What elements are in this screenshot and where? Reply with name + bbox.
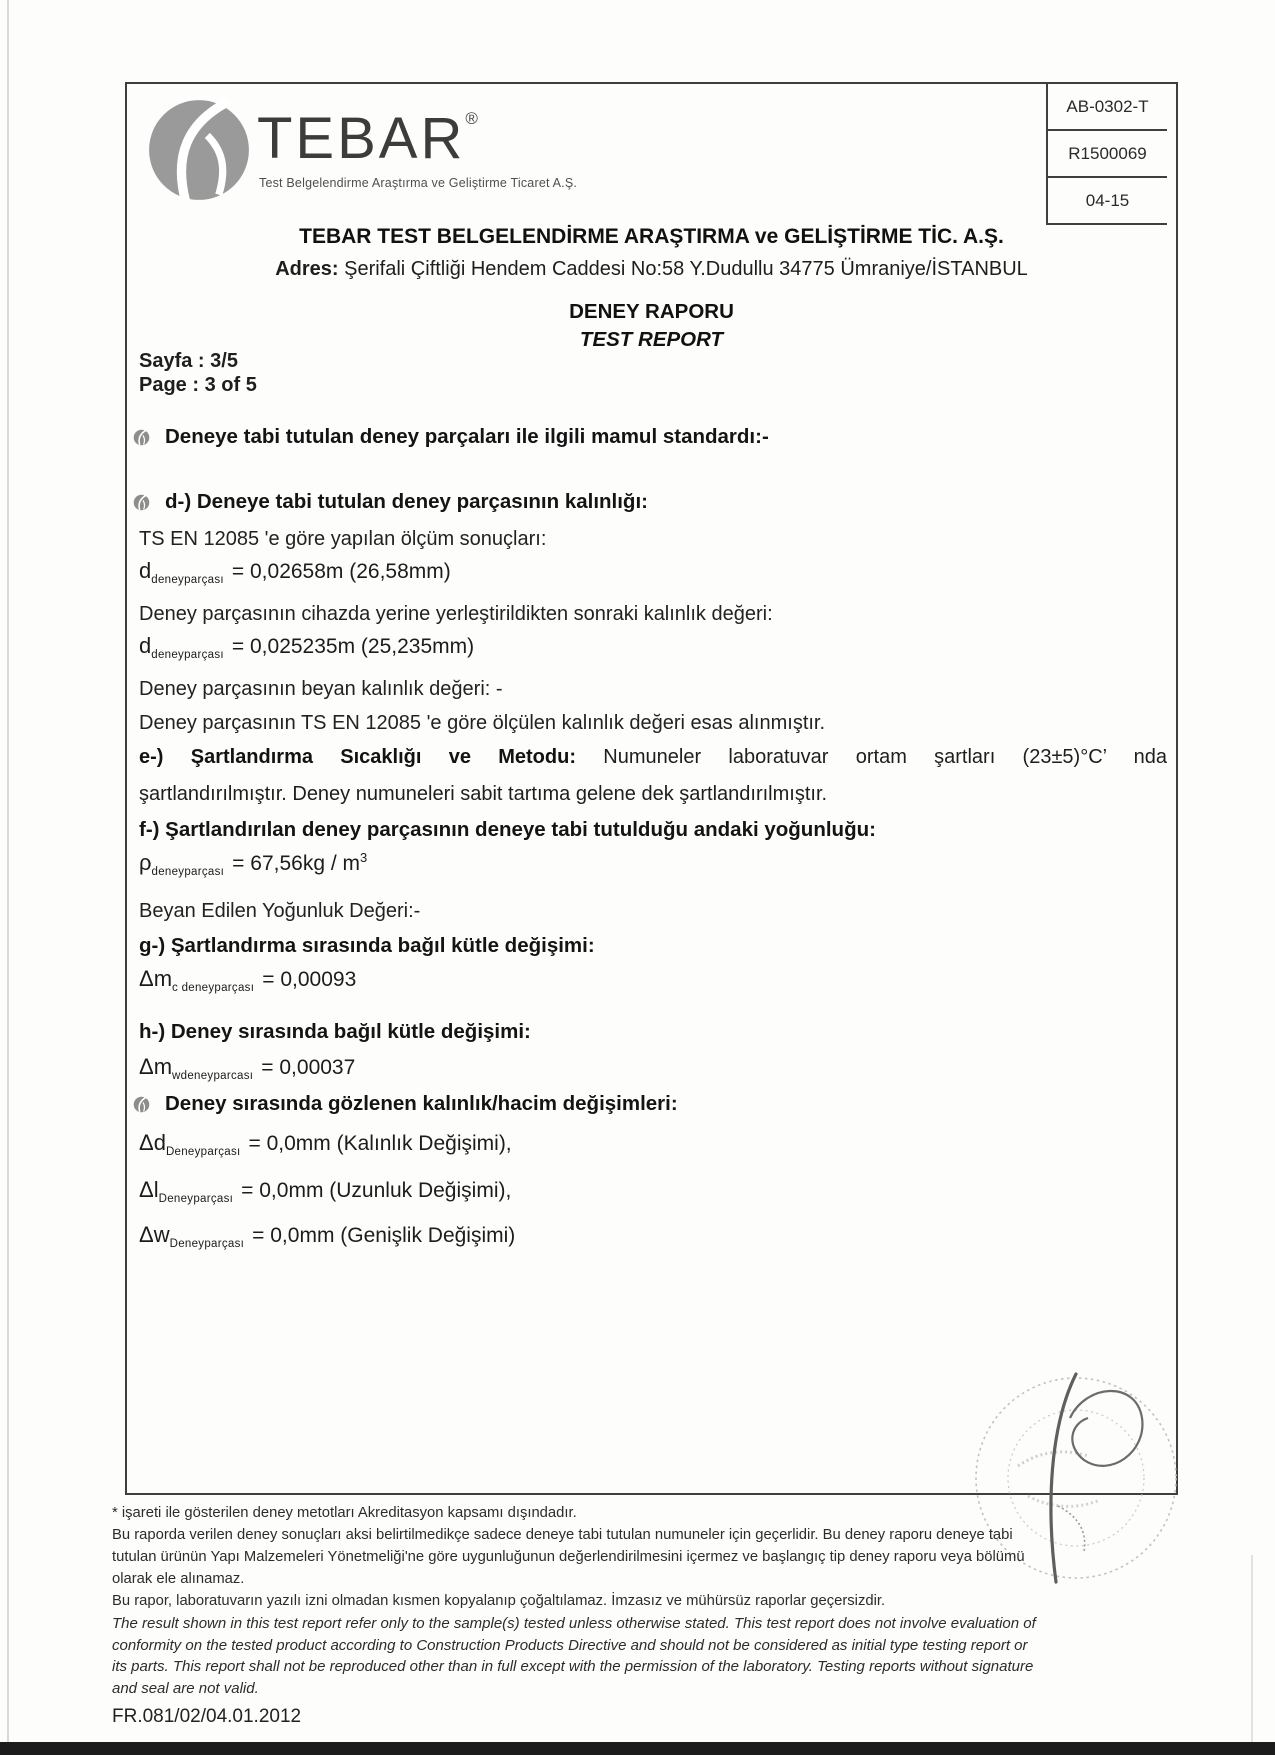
formula-value: = 0,00037 bbox=[261, 1056, 356, 1079]
formula-value: = 0,025235m (25,235mm) bbox=[231, 635, 475, 658]
formula-value: = 0,00093 bbox=[262, 968, 357, 991]
formula-length-change bbox=[139, 1177, 511, 1205]
footnote-en-line: The result shown in this test report refer only to the sample(s) tested unless otherwise stated. This test report does not involve evaluation of bbox=[112, 1615, 1036, 1632]
footnote-accreditation: * işareti ile gösterilen deney metotları Akreditasyon kapsamı dışındadır. bbox=[112, 1505, 577, 1521]
formula-subscript: Deneyparçası bbox=[165, 1146, 241, 1159]
formula-subscript: Deneyparçası bbox=[158, 1193, 234, 1206]
revision-code: 04-15 bbox=[1048, 176, 1167, 225]
formula-mass-change-conditioning bbox=[139, 966, 356, 994]
report-border-box bbox=[125, 82, 1178, 1495]
bullet-item-dimension-changes bbox=[133, 1092, 678, 1116]
address-line bbox=[127, 258, 1176, 281]
footnote-en-line: and seal are not valid. bbox=[112, 1679, 259, 1697]
registered-trademark-symbol: ® bbox=[465, 109, 478, 128]
formula-symbol: Δm bbox=[139, 966, 173, 991]
scan-edge-artifact-bottom bbox=[0, 1742, 1275, 1755]
logo-wordmark-text: TEBAR bbox=[257, 106, 466, 171]
section-d-heading-row bbox=[133, 490, 648, 514]
formula-symbol: d bbox=[139, 633, 152, 658]
address-label: Adres: bbox=[275, 258, 339, 280]
section-h-heading: h-) Deney sırasında bağıl kütle değişimi: bbox=[139, 1020, 531, 1043]
formula-thickness-change bbox=[139, 1130, 512, 1158]
formula-symbol: d bbox=[139, 558, 152, 583]
formula-thickness-measured bbox=[139, 558, 451, 586]
formula-density bbox=[139, 850, 367, 878]
formula-subscript: wdeneyparcası bbox=[172, 1070, 254, 1083]
d-measurement-note: TS EN 12085 'e göre yapılan ölçüm sonuçları: bbox=[139, 528, 547, 550]
formula-superscript: 3 bbox=[360, 850, 368, 865]
report-title-tr: DENEY RAPORU bbox=[569, 300, 734, 323]
f-declared-density: Beyan Edilen Yoğunluk Değeri:- bbox=[139, 900, 421, 922]
footnote-tr-line: tutulan ürünün Yapı Malzemeleri Yönetmeliği'ne göre uygunluğunun değerlendirilmesini içermez ve başlangıç tip deney raporu veya bölümü bbox=[112, 1549, 1025, 1565]
formula-symbol: Δm bbox=[139, 1054, 173, 1079]
section-d-heading: d-) Deneye tabi tutulan deney parçasının kalınlığı: bbox=[165, 490, 648, 513]
formula-width-change bbox=[139, 1222, 515, 1250]
scan-edge-artifact-right bbox=[1251, 1555, 1253, 1745]
bullet1-text: Deneye tabi tutulan deney parçaları ile ilgili mamul standardı:- bbox=[165, 425, 769, 448]
section-g-heading: g-) Şartlandırma sırasında bağıl kütle değişimi: bbox=[139, 934, 595, 957]
page-indicator-en: Page : 3 of 5 bbox=[139, 374, 257, 396]
scan-edge-artifact-left bbox=[7, 0, 9, 1755]
globe-bullet-icon bbox=[133, 1096, 150, 1113]
section-e-heading: e-) Şartlandırma Sıcaklığı ve Metodu: bbox=[139, 746, 576, 768]
bullet2-text: Deney sırasında gözlenen kalınlık/hacim değişimleri: bbox=[165, 1092, 678, 1115]
formula-symbol: Δd bbox=[139, 1130, 166, 1155]
footnote-en-line: conformity on the tested product according to Construction Products Directive and should not be considered as initial type testing report or bbox=[112, 1636, 1028, 1654]
formula-thickness-in-device bbox=[139, 633, 474, 661]
formula-value: = 0,02658m (26,58mm) bbox=[231, 560, 451, 583]
footnote-en-line: its parts. This report shall not be reproduced other than in full except with the permission of the laboratory. Testing reports without signature bbox=[112, 1658, 1034, 1675]
d-declared-thickness: Deney parçasının beyan kalınlık değeri: - bbox=[139, 678, 503, 700]
section-f-heading: f-) Şartlandırılan deney parçasının deneye tabi tutulduğu andaki yoğunluğu: bbox=[139, 818, 876, 841]
formula-symbol: Δw bbox=[139, 1222, 170, 1247]
formula-subscript: deneyparçası bbox=[151, 866, 225, 879]
formula-subscript: Deneyparçası bbox=[169, 1238, 245, 1251]
d-basis-note: Deney parçasının TS EN 12085 'e göre ölçülen kalınlık değeri esas alınmıştır. bbox=[139, 712, 826, 734]
logo-tagline: Test Belgelendirme Araştırma ve Geliştirme Ticaret A.Ş. bbox=[259, 176, 578, 190]
d-device-note: Deney parçasının cihazda yerine yerleştirildikten sonraki kalınlık değeri: bbox=[139, 603, 773, 625]
page-indicator-tr: Sayfa : 3/5 bbox=[139, 350, 238, 372]
formula-subscript: deneyparçası bbox=[151, 574, 224, 587]
accreditation-code: AB-0302-T bbox=[1048, 82, 1167, 131]
globe-bullet-icon bbox=[133, 494, 150, 511]
section-e-paragraph bbox=[139, 739, 1167, 813]
logo-wordmark bbox=[257, 106, 478, 171]
globe-bullet-icon bbox=[133, 429, 150, 446]
formula-mass-change-test bbox=[139, 1054, 355, 1082]
footnote-tr-line: Bu raporda verilen deney sonuçları aksi belirtilmedikçe sadece deneye tabi tutulan numuneler için geçerlidir. Bu deney raporu deneye tabi bbox=[112, 1527, 1013, 1543]
address-value: Şerifali Çiftliği Hendem Caddesi No:58 Y.Dudullu 34775 Ümraniye/İSTANBUL bbox=[338, 258, 1028, 280]
report-title-en: TEST REPORT bbox=[579, 328, 724, 351]
section-e-text2: şartlandırılmıştır. Deney numuneleri sabit tartıma gelene dek şartlandırılmıştır. bbox=[139, 783, 828, 805]
formula-symbol: Δl bbox=[139, 1177, 159, 1202]
formula-value: = 0,0mm (Genişlik Değişimi) bbox=[252, 1224, 516, 1247]
formula-value: = 0,0mm (Kalınlık Değişimi), bbox=[248, 1132, 512, 1155]
bullet-item-standard bbox=[133, 425, 769, 449]
formula-value: = 0,0mm (Uzunluk Değişimi), bbox=[241, 1179, 512, 1202]
form-code: FR.081/02/04.01.2012 bbox=[112, 1706, 302, 1727]
formula-symbol: ρ bbox=[139, 850, 152, 875]
section-e-line1 bbox=[139, 739, 1167, 776]
formula-value: = 67,56kg / m bbox=[232, 852, 360, 875]
tebar-globe-logo-icon bbox=[147, 98, 251, 202]
document-code-table bbox=[1046, 82, 1167, 225]
footnote-copy-restriction: Bu rapor, laboratuvarın yazılı izni olmadan kısmen kopyalanıp çoğaltılamaz. İmzasız ve mühürsüz raporlar geçersizdir. bbox=[112, 1593, 886, 1609]
section-e-text1: Numuneler laboratuvar ortam şartları (23±5)°C’ nda bbox=[576, 746, 1167, 768]
formula-subscript: c deneyparçası bbox=[172, 982, 255, 995]
company-title: TEBAR TEST BELGELENDİRME ARAŞTIRMA ve GELİŞTİRME TİC. A.Ş. bbox=[299, 225, 1004, 248]
footnotes-block bbox=[112, 1502, 1192, 1728]
footnote-tr-line: olarak ele alınamaz. bbox=[112, 1571, 245, 1587]
formula-subscript: deneyparçası bbox=[151, 649, 224, 662]
report-number: R1500069 bbox=[1048, 129, 1167, 178]
